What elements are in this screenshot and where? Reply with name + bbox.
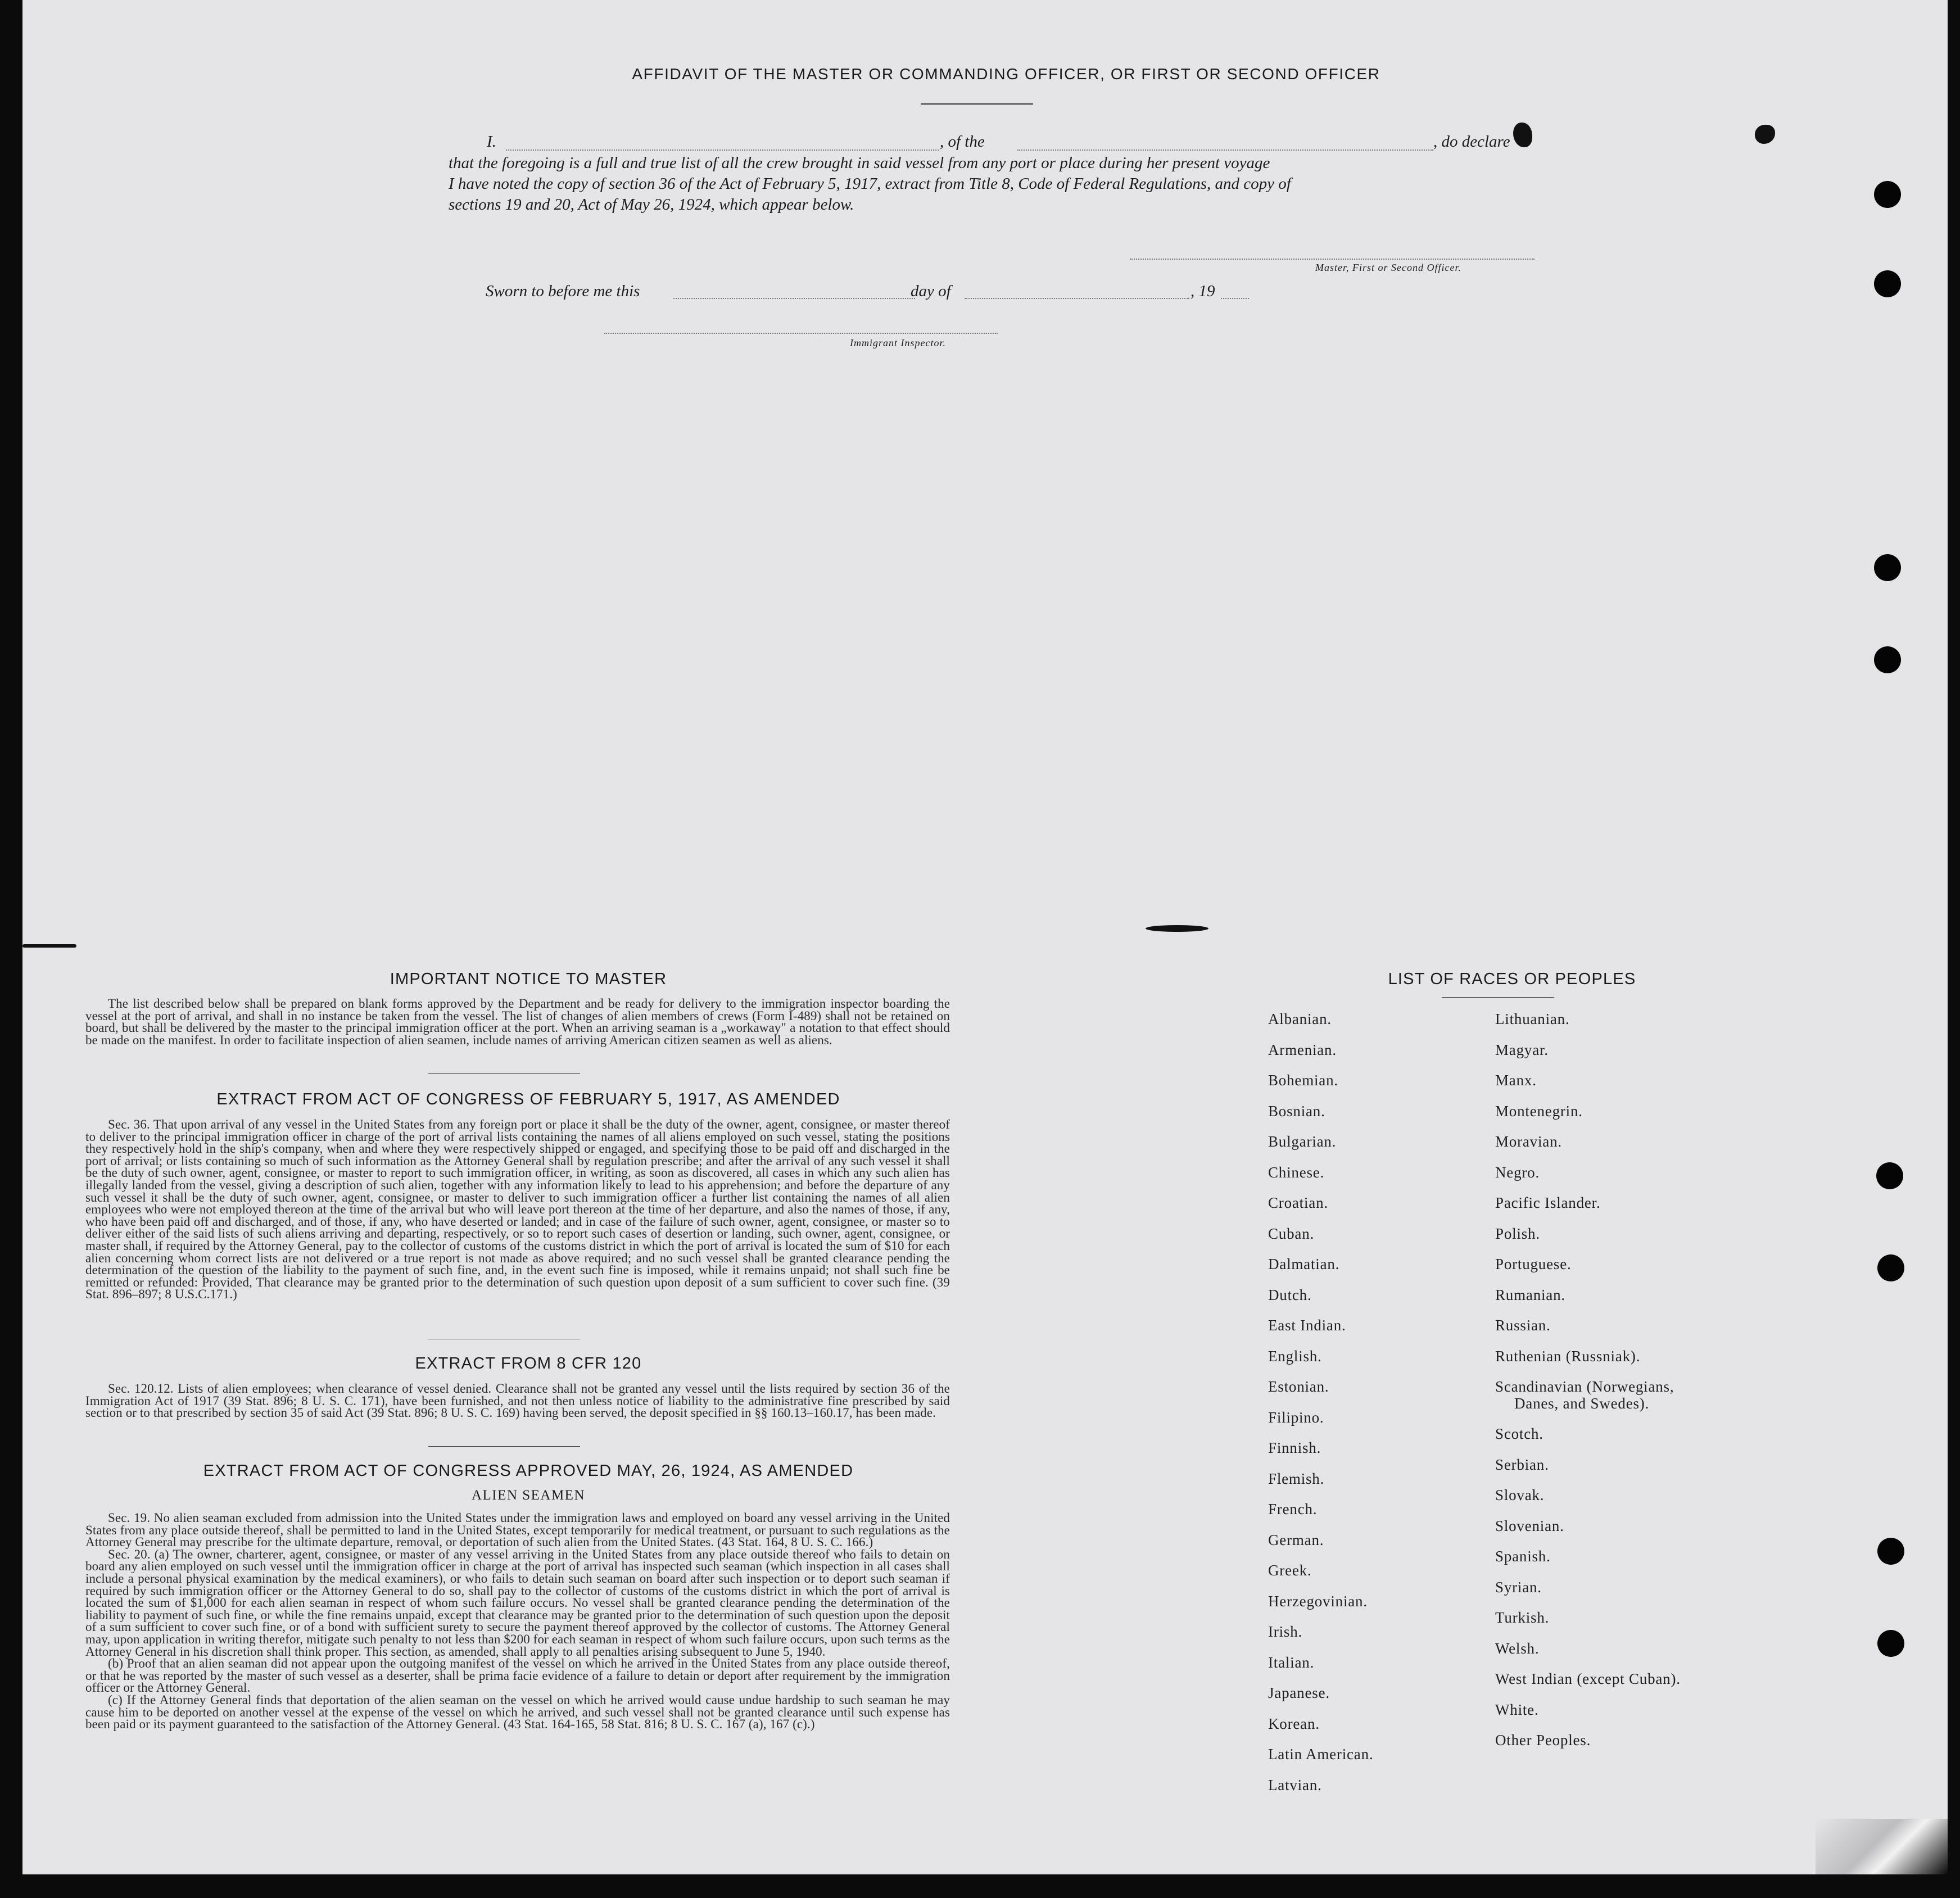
race-item: Danes, and Swedes).	[1514, 1395, 1650, 1412]
punch-hole	[1876, 1162, 1903, 1189]
race-item: Manx.	[1495, 1072, 1537, 1089]
race-item: Slovak.	[1495, 1487, 1545, 1503]
affidavit-i-label: I.	[487, 133, 496, 151]
race-item: Flemish.	[1268, 1470, 1325, 1487]
race-item: Ruthenian (Russniak).	[1495, 1347, 1641, 1365]
name-blank[interactable]	[506, 150, 939, 151]
cfr-divider	[428, 1446, 580, 1447]
punch-hole	[1877, 1538, 1904, 1565]
race-item: English.	[1268, 1347, 1322, 1365]
notice-body	[85, 998, 950, 1046]
affidavit-declare-label: , do declare	[1433, 133, 1510, 151]
notice-paragraph: The list described below shall be prepared on blank forms approved by the Department and be ready for delivery to the immigration inspector boarding the vessel at the port of arrival, and shall in no instance be taken from the vessel. The list of changes of alien members of crews (Form I-489) shall not be retained on board, but shall be delivered by the master to the principal immigration officer at the port. When an arriving seaman is a „workaway" a notation to that effect should be made on the manifest. In order to facilitate inspection of alien seamen, include names of arriving American citizen seamen as well as aliens.	[85, 996, 950, 1047]
race-item: Moravian.	[1495, 1133, 1562, 1150]
race-item: German.	[1268, 1531, 1324, 1548]
race-item: Bohemian.	[1268, 1072, 1338, 1089]
race-item: Polish.	[1495, 1225, 1540, 1242]
sworn-day-blank[interactable]	[673, 298, 915, 299]
race-item: Croatian.	[1268, 1194, 1328, 1211]
race-item: Lithuanian.	[1495, 1011, 1570, 1027]
race-item: Italian.	[1268, 1654, 1315, 1671]
page-curl	[1816, 1819, 1948, 1874]
affidavit-line-4: sections 19 and 20, Act of May 26, 1924, which appear below.	[449, 196, 854, 214]
race-item: French.	[1268, 1501, 1318, 1518]
ink-smudge	[1755, 125, 1775, 144]
race-item: Montenegrin.	[1495, 1102, 1583, 1120]
signature-line[interactable]	[1130, 259, 1534, 260]
race-item: West Indian (except Cuban).	[1495, 1670, 1681, 1687]
section-20a-paragraph: Sec. 20. (a) The owner, charterer, agent, consignee, or master of any vessel arriving in the United States from any place outside thereof who fails to detain on board any alien employed on such vessel until the immigration officer in charge at the port of arrival has inspected such seaman (which inspection in all cases shall include a personal physical examination by the medical examiners), or who fails to detain such seaman on board after such inspection or to deport such seaman if required by such immigration officer or the Attorney General to do so, shall pay to the collector of customs of the customs district in which the port of arrival is located the sum of $1,000 for each alien seaman in respect of whom such failure occurs. No vessel shall be granted clearance pending the determination of the liability to payment of such fine, or while the fine remains unpaid, except that clearance may be granted prior to the determination of such question upon the deposit of a sum sufficient to cover such fine, or of a bond with sufficient surety to secure the payment thereof approved by the collector of customs. The Attorney General may, upon application in writing therefor, mitigate such penalty to not less than $200 for each seaman in respect of whom such failure occurs, upon such terms as the Attorney General in his discretion shall think proper. This section, as amended, shall apply to all penalties arising subsequent to June 5, 1940.	[85, 1547, 950, 1659]
race-item: Filipino.	[1268, 1408, 1324, 1426]
race-item: Scotch.	[1495, 1425, 1543, 1442]
race-item: Bosnian.	[1268, 1102, 1325, 1120]
document-page	[22, 0, 1948, 1874]
cfr-title: EXTRACT FROM 8 CFR 120	[415, 1355, 642, 1372]
notice-title: IMPORTANT NOTICE TO MASTER	[390, 970, 667, 988]
race-item: Spanish.	[1495, 1548, 1551, 1565]
ink-smudge	[1146, 925, 1208, 932]
race-item: Magyar.	[1495, 1041, 1549, 1058]
race-item: Albanian.	[1268, 1011, 1332, 1027]
race-item: Greek.	[1268, 1562, 1312, 1579]
punch-hole	[1874, 181, 1901, 208]
section-19-paragraph: Sec. 19. No alien seaman excluded from admission into the United States under the immigration laws and employed on board any vessel arriving in the United States from any place outside thereof, shall be permitted to land in the United States, except temporarily for medical treatment, or pursuant to such regulations as the Attorney General may prescribe for the ultimate departure, removal, or deportation of such alien from the United States. (43 Stat. 164, 8 U. S. C. 166.)	[85, 1511, 950, 1550]
races-title-underline	[1442, 997, 1554, 998]
race-item: Finnish.	[1268, 1439, 1321, 1456]
race-item: Dutch.	[1268, 1286, 1312, 1303]
vessel-blank[interactable]	[1017, 150, 1433, 151]
affidavit-title-rule	[921, 103, 1033, 105]
race-item: Rumanian.	[1495, 1286, 1565, 1303]
race-item: Syrian.	[1495, 1578, 1542, 1596]
ink-smudge	[1513, 123, 1532, 147]
day-of-label: day of	[911, 282, 951, 300]
signature-caption: Master, First or Second Officer.	[1315, 262, 1461, 273]
race-item: Slovenian.	[1495, 1517, 1564, 1534]
punch-hole	[1874, 554, 1901, 581]
punch-hole	[1874, 270, 1901, 297]
year-label: , 19	[1191, 282, 1215, 300]
race-item: Estonian.	[1268, 1378, 1329, 1395]
sworn-month-blank[interactable]	[965, 298, 1189, 299]
ink-smudge	[22, 944, 76, 948]
affidavit-line-3: I have noted the copy of section 36 of the Act of February 5, 1917, extract from Title 8, Code of Federal Regulations, and copy of	[449, 175, 1291, 193]
race-item: Latin American.	[1268, 1746, 1374, 1763]
race-item: Korean.	[1268, 1715, 1320, 1732]
race-item: East Indian.	[1268, 1317, 1346, 1334]
race-item: Scandinavian (Norwegians,	[1495, 1378, 1674, 1395]
race-item: Pacific Islander.	[1495, 1194, 1601, 1211]
inspector-signature-line[interactable]	[604, 333, 998, 334]
race-item: Latvian.	[1268, 1776, 1322, 1793]
race-item: Welsh.	[1495, 1639, 1540, 1657]
race-item: Chinese.	[1268, 1163, 1325, 1181]
race-item: Portuguese.	[1495, 1256, 1572, 1272]
race-item: Irish.	[1268, 1623, 1303, 1640]
cfr-body	[85, 1383, 950, 1419]
race-item: White.	[1495, 1701, 1539, 1718]
affidavit-title: AFFIDAVIT OF THE MASTER OR COMMANDING OFFICER, OR FIRST OR SECOND OFFICER	[632, 65, 1380, 83]
sworn-year-blank[interactable]	[1221, 298, 1249, 299]
race-item: Turkish.	[1495, 1609, 1550, 1626]
section-20c-paragraph: (c) If the Attorney General finds that deportation of the alien seaman on the vessel on which he arrived would cause undue hardship to such seaman he may cause him to be deported on another vessel at the expense of the vessel on which he arrived, and such vessel shall not be granted clearance until such expense has been paid or its payment guaranteed to the satisfaction of the Attorney General. (43 Stat. 164-165, 58 Stat. 816; 8 U. S. C. 167 (a), 167 (c).)	[85, 1692, 950, 1732]
race-item: Negro.	[1495, 1163, 1540, 1181]
race-item: Japanese.	[1268, 1684, 1330, 1701]
extract-1917-paragraph: Sec. 36. That upon arrival of any vessel in the United States from any foreign port or place it shall be the duty of the owner, agent, consignee, or master thereof to deliver to the principal immigration officer in charge of the port of arrival lists containing the names of all aliens employed on such vessel, stating the positions they respectively hold in the ship's company, when and where they were respectively shipped or engaged, and specifying those to be paid off and discharged in the port of arrival; or lists containing so much of such information as the Attorney General shall by regulation prescribe; and after the arrival of any such vessel it shall be the duty of such owner, agent, consignee, or master to report to such immigration officer, in writing, as soon as discovered, all cases in which any such alien has illegally landed from the vessel, giving a description of such alien, together with any information likely to lead to his apprehension; and before the departure of any such vessel it shall be the duty of such owner, agent, consignee, or master to deliver to such immigration officer a further list containing the names of all alien employees who were not employed thereon at the time of the arrival but who will leave port thereon at the time of her departure, and also the names of those, if any, who have been paid off and discharged, and of those, if any, who have deserted or landed; and in case of the failure of such owner, agent, consignee, or master so to deliver either of the said lists of such aliens arriving and departing, respectively, or so to report such cases of desertion or landing, such owner, agent, consignee, or master shall, if required by the Attorney General, pay to the collector of customs of the customs district in which the port of arrival is located the sum of $10 for each alien concerning whom correct lists are not delivered or a true report is not made as above required; and no such vessel shall be granted clearance pending the determination of the question of the liability to the payment of such fine, and, in the event such fine is imposed, while it remains unpaid; not shall such fine be remitted or refunded: Provided, That clearance may be granted prior to the determination of such question upon deposit of a sum sufficient to cover such fine. (39 Stat. 896–897; 8 U.S.C.171.)	[85, 1117, 950, 1302]
race-item: Bulgarian.	[1268, 1133, 1337, 1150]
punch-hole	[1877, 1630, 1904, 1657]
races-title: LIST OF RACES OR PEOPLES	[1388, 970, 1636, 988]
section-20b-paragraph: (b) Proof that an alien seaman did not appear upon the outgoing manifest of the vessel on which he arrived in the United States from any place outside thereof, or that he was reported by the master of such vessel as a deserter, shall be prima facie evidence of a failure to detain or deport after requirement by the immigration officer or the Attorney General.	[85, 1656, 950, 1695]
affidavit-of-the-label: , of the	[940, 133, 985, 151]
notice-divider	[428, 1073, 580, 1074]
inspector-caption: Immigrant Inspector.	[850, 337, 946, 348]
extract-1917-title: EXTRACT FROM ACT OF CONGRESS OF FEBRUARY 5, 1917, AS AMENDED	[216, 1090, 840, 1108]
punch-hole	[1874, 646, 1901, 673]
race-item: Serbian.	[1495, 1456, 1549, 1473]
race-item: Russian.	[1495, 1317, 1551, 1334]
cfr-paragraph: Sec. 120.12. Lists of alien employees; when clearance of vessel denied. Clearance shall not be granted any vessel until the lists required by section 36 of the Immigration Act of 1917 (39 Stat. 896; 8 U. S. C. 171), have been furnished, and not then unless notice of liability to the administrative fine prescribed by said section or to that prescribed by section 35 of said Act (39 Stat. 896; 8 U. S. C. 169) having been served, the deposit specified in §§ 160.13–160.17, has been made.	[85, 1381, 950, 1420]
extract-1924-body	[85, 1512, 950, 1731]
race-item: Herzegovinian.	[1268, 1592, 1368, 1610]
race-item: Cuban.	[1268, 1225, 1315, 1242]
race-item: Other Peoples.	[1495, 1732, 1591, 1748]
extract-1924-subtitle: ALIEN SEAMEN	[471, 1488, 585, 1503]
extract-1917-body	[85, 1118, 950, 1301]
race-item: Dalmatian.	[1268, 1256, 1340, 1272]
race-item: Armenian.	[1268, 1041, 1337, 1058]
extract-1924-title: EXTRACT FROM ACT OF CONGRESS APPROVED MAY, 26, 1924, AS AMENDED	[203, 1462, 854, 1480]
punch-hole	[1877, 1254, 1904, 1281]
sworn-label: Sworn to before me this	[486, 282, 640, 300]
affidavit-line-2: that the foregoing is a full and true list of all the crew brought in said vessel from any port or place during her present voyage	[449, 154, 1270, 172]
